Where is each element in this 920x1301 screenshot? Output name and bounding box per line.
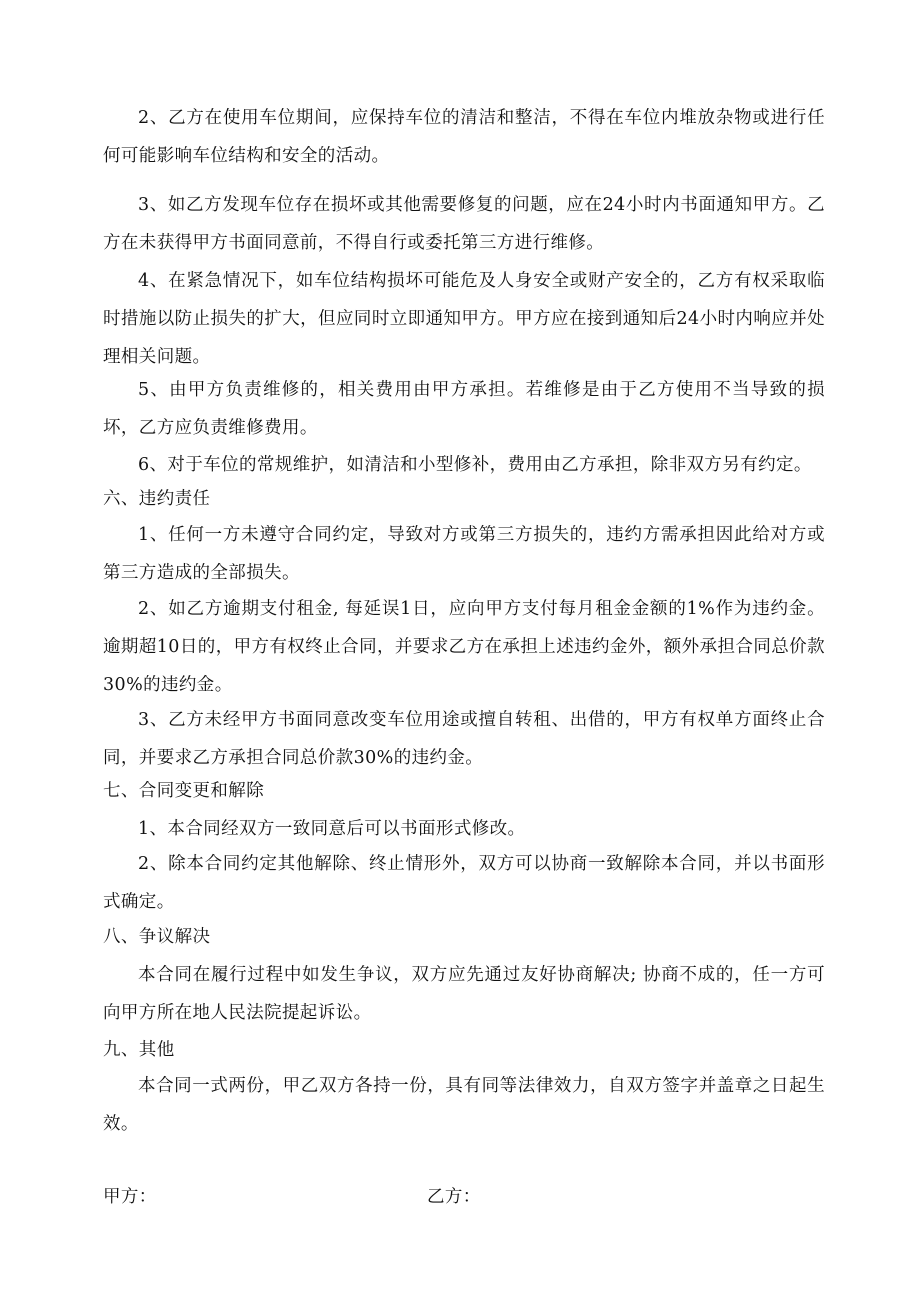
section-heading-6: 六、违约责任 (103, 489, 211, 509)
clause-7-1: 1、本合同经双方一致同意后可以书面形式修改。 (138, 819, 526, 839)
section-heading-7: 七、合同变更和解除 (103, 781, 265, 801)
clause-5-4: 4、在紧急情况下，如车位结构损坏可能危及人身安全或财产安全的，乙方有权采取临时措施以防止损失的扩大，但应同时立即通知甲方。甲方应在接到通知后24小时内响应并处理相关问题。 (103, 271, 825, 367)
clause-5-6: 6、对于车位的常规维护，如清洁和小型修补，费用由乙方承担，除非双方另有约定。 (138, 455, 812, 475)
section-heading-8: 八、争议解决 (103, 927, 211, 947)
clause-6-2: 2、如乙方逾期支付租金, 每延误1日，应向甲方支付每月租金金额的1%作为违约金。逾期超10日的，甲方有权终止合同，并要求乙方在承担上述违约金外，额外承担合同总价款30%的违约金。 (103, 599, 825, 695)
clause-6-1: 1、任何一方未遵守合同约定，导致对方或第三方损失的，违约方需承担因此给对方或第三方造成的全部损失。 (103, 525, 825, 583)
clause-6-3: 3、乙方未经甲方书面同意改变车位用途或擅自转租、出借的，甲方有权单方面终止合同，并要求乙方承担合同总价款30%的违约金。 (103, 710, 825, 768)
section-heading-9: 九、其他 (103, 1040, 175, 1060)
clause-8: 本合同在履行过程中如发生争议，双方应先通过友好协商解决; 协商不成的，任一方可向甲方所在地人民法院提起诉讼。 (103, 965, 825, 1023)
clause-5-3: 3、如乙方发现车位存在损坏或其他需要修复的问题，应在24小时内书面通知甲方。乙方在未获得甲方书面同意前，不得自行或委托第三方进行维修。 (103, 195, 825, 253)
clause-9: 本合同一式两份，甲乙双方各持一份，具有同等法律效力，自双方签字并盖章之日起生效。 (103, 1076, 825, 1134)
clause-5-2: 2、乙方在使用车位期间，应保持车位的清洁和整洁，不得在车位内堆放杂物或进行任何可能影响车位结构和安全的活动。 (103, 108, 825, 166)
party-b-signature-label: 乙方： (427, 1187, 481, 1207)
party-a-signature-label: 甲方： (103, 1187, 157, 1207)
clause-5-5: 5、由甲方负责维修的，相关费用由甲方承担。若维修是由于乙方使用不当导致的损坏，乙方应负责维修费用。 (103, 380, 825, 438)
clause-7-2: 2、除本合同约定其他解除、终止情形外，双方可以协商一致解除本合同，并以书面形式确定。 (103, 854, 825, 912)
